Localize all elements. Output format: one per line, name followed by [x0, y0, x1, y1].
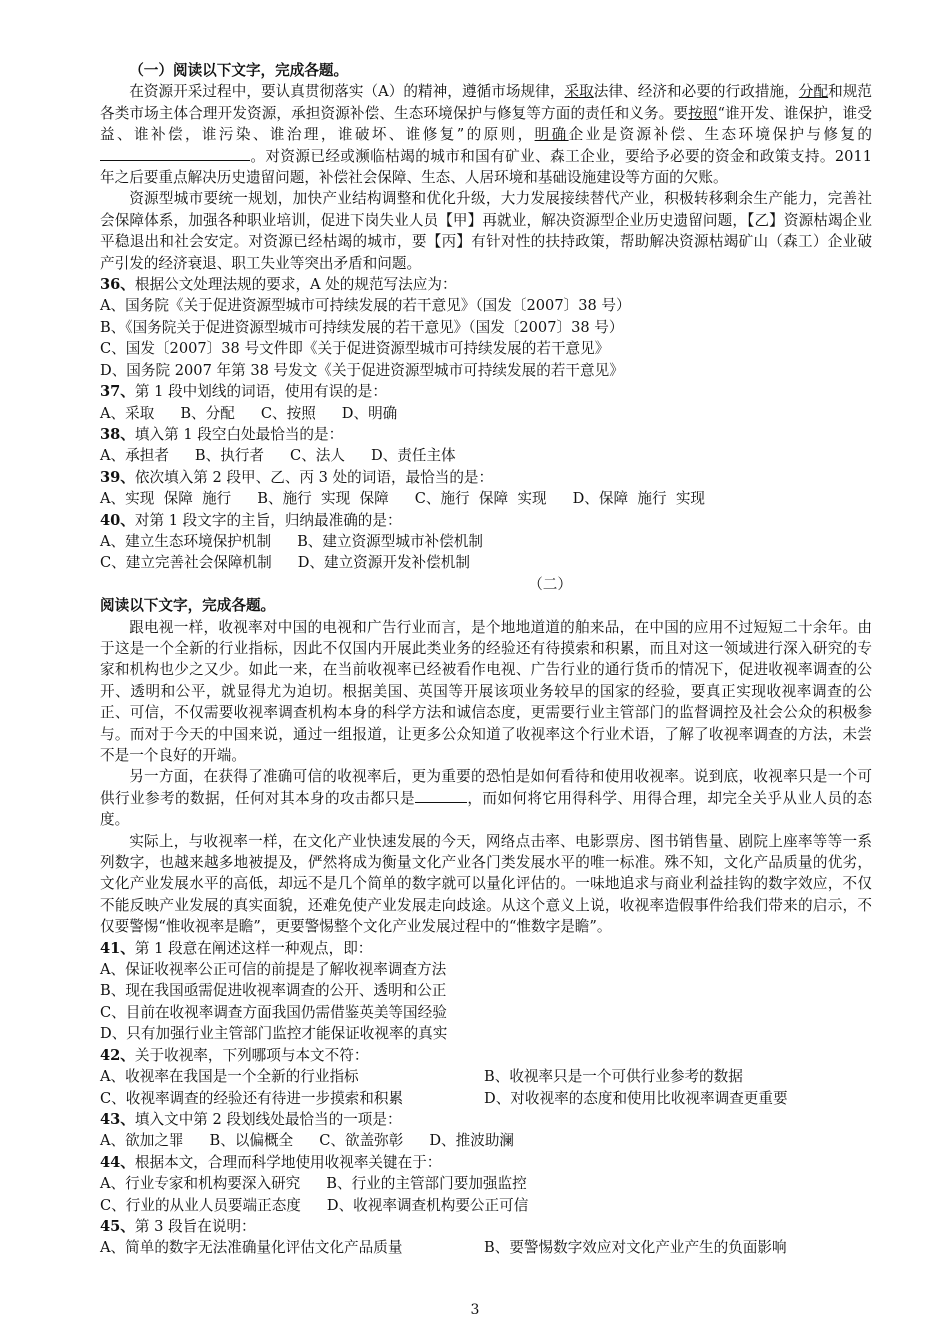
question-number: 44、	[100, 1153, 135, 1171]
option-38-a: A、承担者	[100, 447, 169, 465]
section2-paragraph-1: 跟电视一样，收视率对中国的电视和广告行业而言，是个地地道道的舶来品，在中国的应用不过短短二十余年。由于这是一个全新的行业指标，因此不仅国内开展此类业务的经验还有待摸索和积累，而且对这一领域进行深入研究的专家和机构也少之又少。如此一来，在当前收视率已经被看作电视、广告行业的通行货币的情况下，促进收视率调查的公开、透明和公平，就显得尤为迫切。根据美国、英国等开展该项业务较早的国家的经验，要真正实现收视率调查的公正、可信，不仅需要收视率调查机构本身的科学方法和诚信态度，更需要行业主管部门的监督调控及社会公众的积极参与。而对于今天的中国来说，通过一组报道，让更多公众知道了收视率这个行业术语，了解了收视率调查的方法，未尝不是一个良好的开端。	[100, 618, 872, 764]
question-41	[100, 938, 872, 959]
option-42-d: D、对收视率的态度和使用比收视率调查更重要	[484, 1089, 788, 1107]
option-39-a: A、实现 保障 施行	[100, 490, 232, 508]
question-44	[100, 1152, 872, 1173]
section1-paragraph-2: 资源型城市要统一规划，加快产业结构调整和优化升级，大力发展接续替代产业，积极转移剩余生产能力，完善社会保障体系，加强各种职业培训，促进下岗失业人员【甲】再就业，解决资源型企业历史遗留问题，【乙】资源枯竭企业平稳退出和社会安定。对资源已经枯竭的城市，要【丙】有针对性的扶持政策，帮助解决资源枯竭矿山（森工）企业破产引发的经济衰退、职工失业等突出矛盾和问题。	[100, 190, 872, 272]
option-40-b: B、建立资源型城市补偿机制	[297, 532, 483, 550]
question-stem: 第 3 段旨在说明：	[134, 1217, 256, 1235]
option-44-b: B、行业的主管部门要加强监控	[326, 1175, 527, 1193]
option-37-b: B、分配	[180, 404, 235, 422]
option-45-a: A、简单的数字无法准确量化评估文化产品质量	[100, 1239, 403, 1257]
option-37-a: A、采取	[100, 404, 155, 422]
question-42	[100, 1045, 872, 1066]
text-run: 在资源开采过程中，要认真贯彻落实（A）的精神，遵循市场规律，	[129, 83, 565, 101]
options-43	[100, 1130, 872, 1151]
option-39-d: D、保障 施行 实现	[572, 490, 706, 508]
option-36-c: C、国发〔2007〕38 号文件即《关于促进资源型城市可持续发展的若干意见》	[100, 340, 610, 358]
question-number: 45、	[100, 1217, 135, 1235]
question-stem: 填入文中第 2 段划线处最恰当的一项是：	[134, 1110, 402, 1128]
fill-in-blank	[100, 146, 250, 161]
option-45-b: B、要警惕数字效应对文化产业产生的负面影响	[484, 1239, 787, 1257]
option-40-a: A、建立生态环境保护机制	[100, 532, 272, 550]
question-number: 38、	[100, 425, 135, 443]
question-38	[100, 424, 872, 445]
options-45-row1	[100, 1237, 872, 1258]
option-44-d: D、收视率调查机构要公正可信	[326, 1196, 529, 1214]
question-number: 41、	[100, 939, 135, 957]
question-stem: 第 1 段意在阐述这样一种观点，即：	[134, 939, 373, 957]
text-run: ，而如何将它用得科学、用得合理，却完全关乎从业人员的态度。	[100, 789, 872, 829]
options-38	[100, 445, 872, 466]
option-41-a: A、保证收视率公正可信的前提是了解收视率调查方法	[100, 961, 447, 979]
underlined-word-fen-pei: 分配	[798, 83, 829, 101]
option-44-c: C、行业的从业人员要端正态度	[100, 1196, 301, 1214]
question-stem: 根据本文，合理而科学地使用收视率关键在于：	[134, 1153, 442, 1171]
question-number: 37、	[100, 383, 135, 401]
underlined-word-an-zhao: 按照	[688, 104, 718, 122]
question-43	[100, 1109, 872, 1130]
section1-paragraph-1	[100, 81, 872, 188]
fill-in-blank	[415, 788, 467, 803]
option-36-a: A、国务院《关于促进资源型城市可持续发展的若干意见》（国发〔2007〕38 号）	[100, 297, 631, 315]
question-number: 36、	[100, 276, 135, 294]
text-run: 法律、经济和必要的行政措施，	[593, 83, 799, 101]
option-41-c: C、目前在收视率调查方面我国仍需借鉴英美等国经验	[100, 1003, 447, 1021]
question-stem: 对第 1 段文字的主旨，归纳最准确的是：	[134, 511, 402, 529]
options-40-row2	[100, 552, 872, 573]
option-41-b: B、现在我国亟需促进收视率调查的公开、透明和公正	[100, 982, 447, 1000]
section2-paragraph-3: 实际上，与收视率一样，在文化产业快速发展的今天，网络点击率、电影票房、图书销售量、剧院上座率等等一系列数字，也越来越多地被提及，俨然将成为衡量文化产业各门类发展水平的唯一标准。殊不知，文化产品质量的优劣，文化产业发展水平的高低，却远不是几个简单的数字就可以量化评估的。一味地追求与商业利益挂钩的数字效应，不仅不能反映产业发展的真实面貌，还难免使产业发展走向歧途。从这个意义上说，收视率造假事件给我们带来的启示，不仅要警惕“惟收视率是瞻”，更要警惕整个文化产业发展过程中的“惟数字是瞻”。	[100, 832, 872, 936]
underlined-word-cai-qu: 采取	[564, 83, 594, 101]
option-39-b: B、施行 实现 保障	[257, 490, 389, 508]
option-37-c: C、按照	[260, 404, 316, 422]
text-run: 另一方面，在获得了准确可信的收视率后，更为重要的恐怕是如何看待和使用收视率。说到底，收视率只是一个可供行业参考的数据，任何对其本身的攻击都只是	[100, 768, 872, 807]
option-42-b: B、收视率只是一个可供行业参考的数据	[484, 1068, 743, 1086]
question-stem: 关于收视率，下列哪项与本文不符：	[134, 1046, 369, 1064]
option-38-b: B、执行者	[194, 447, 265, 465]
section2-mark: （二）	[528, 575, 572, 593]
section1-title: （一）阅读以下文字，完成各题。	[129, 62, 349, 79]
option-39-c: C、施行 保障 实现	[414, 490, 547, 508]
options-42-row1	[100, 1066, 872, 1087]
text-run: 。对资源已经或濒临枯竭的城市和国有矿业、森工企业，要给予必要的资金和政策支持。2011 年之后要重点解决历史遗留问题，补偿社会保障、生态、人居环境和基础设施建设等方面的欠账。	[100, 147, 872, 187]
options-39	[100, 488, 872, 509]
question-stem: 填入第 1 段空白处最恰当的是：	[134, 425, 344, 443]
question-stem: 根据公文处理法规的要求，A 处的规范写法应为：	[134, 276, 457, 294]
section2-paragraph-2	[100, 766, 872, 830]
question-stem: 第 1 段中划线的词语，使用有误的是：	[134, 383, 387, 401]
option-42-c: C、收视率调查的经验还有待进一步摸索和积累	[100, 1089, 404, 1107]
option-43-b: B、以偏概全	[209, 1132, 294, 1150]
question-number: 43、	[100, 1110, 135, 1128]
question-number: 39、	[100, 468, 135, 486]
question-36	[100, 274, 872, 295]
question-45	[100, 1216, 872, 1237]
question-number: 42、	[100, 1046, 135, 1064]
question-39	[100, 467, 872, 488]
options-42-row2	[100, 1088, 872, 1109]
options-44-row2	[100, 1195, 872, 1216]
text-run: “谁开发、谁保护，谁受益、谁补偿，谁污染、谁治理，谁破坏、谁修复”的原则，	[100, 104, 872, 144]
underlined-word-ming-que: 明确	[534, 126, 569, 144]
option-43-a: A、欲加之罪	[100, 1132, 184, 1150]
option-44-a: A、行业专家和机构要深入研究	[100, 1175, 301, 1193]
option-41-d: D、只有加强行业主管部门监控才能保证收视率的真实	[100, 1025, 448, 1043]
option-36-b: B、《国务院关于促进资源型城市可持续发展的若干意见》（国发〔2007〕38 号）	[100, 318, 624, 336]
option-40-d: D、建立资源开发补偿机制	[297, 554, 470, 572]
question-stem: 依次填入第 2 段甲、乙、丙 3 处的词语，最恰当的是：	[134, 468, 494, 486]
text-run: 和规范各类市场主体合理开发资源，承担资源补偿、生态环境保护与修复等方面的责任和义务。要	[100, 83, 872, 122]
question-37	[100, 381, 872, 402]
option-40-c: C、建立完善社会保障机制	[100, 554, 272, 572]
option-43-d: D、推波助澜	[429, 1132, 515, 1150]
text-run: 企业是资源补偿、生态环境保护与修复的	[568, 126, 872, 144]
options-44-row1	[100, 1173, 872, 1194]
option-43-c: C、欲盖弥彰	[319, 1132, 404, 1150]
option-38-d: D、责任主体	[370, 447, 456, 465]
option-37-d: D、明确	[341, 404, 398, 422]
page-number: 3	[470, 1302, 480, 1318]
options-37	[100, 403, 872, 424]
options-40-row1	[100, 531, 872, 552]
option-38-c: C、法人	[290, 447, 345, 465]
question-40	[100, 510, 872, 531]
option-42-a: A、收视率在我国是一个全新的行业指标	[100, 1068, 359, 1086]
section2-title: 阅读以下文字，完成各题。	[100, 597, 276, 615]
option-36-d: D、国务院 2007 年第 38 号发文《关于促进资源型城市可持续发展的若干意见》	[100, 361, 624, 379]
question-number: 40、	[100, 511, 135, 529]
